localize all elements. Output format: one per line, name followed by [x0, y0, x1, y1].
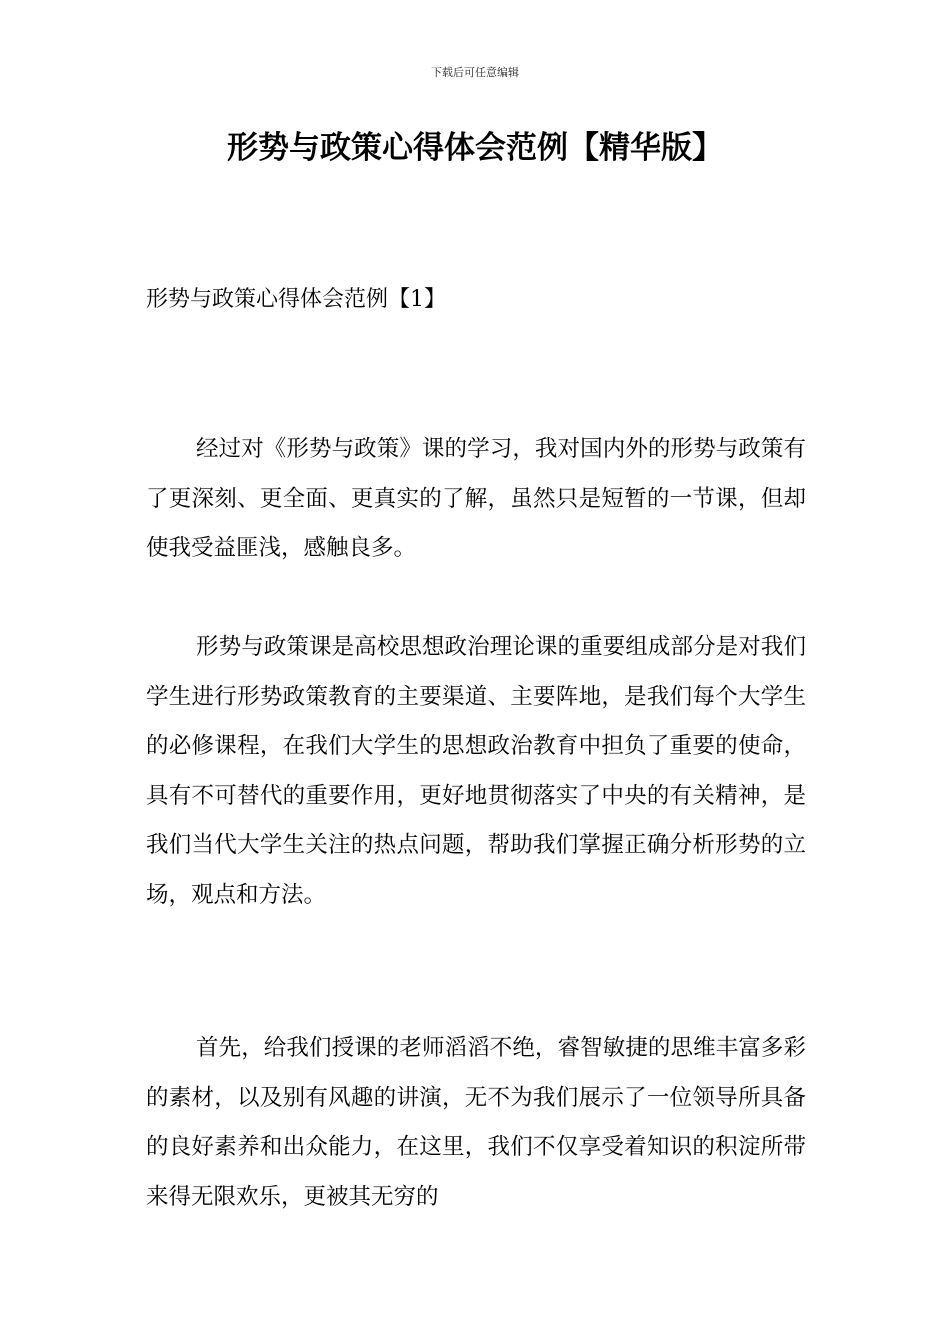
document-title: 形势与政策心得体会范例【精华版】: [227, 130, 723, 166]
body-paragraph: 形势与政策课是高校思想政治理论课的重要组成部分是对我们学生进行形势政策教育的主要渠道、主要阵地，是我们每个大学生的必修课程，在我们大学生的思想政治教育中担负了重要的使命，具有不可替代的重要作用，更好地贯彻落实了中央的有关精神，是我们当代大学生关注的热点问题，帮助我们掌握正确分析形势的立场，观点和方法。: [146, 634, 806, 908]
section-heading: 形势与政策心得体会范例【1】: [146, 287, 446, 312]
body-paragraph: 首先，给我们授课的老师滔滔不绝，睿智敏捷的思维丰富多彩的素材，以及别有风趣的讲演，无不为我们展示了一位领导所具备的良好素养和出众能力，在这里，我们不仅享受着知识的积淀所带来得无限欢乐，更被其无穷的: [146, 1035, 806, 1210]
header-note: 下载后可任意编辑: [431, 66, 519, 79]
body-paragraph: 经过对《形势与政策》课的学习，我对国内外的形势与政策有了更深刻、更全面、更真实的了解，虽然只是短暂的一节课，但却使我受益匪浅，感触良多。: [146, 436, 806, 561]
